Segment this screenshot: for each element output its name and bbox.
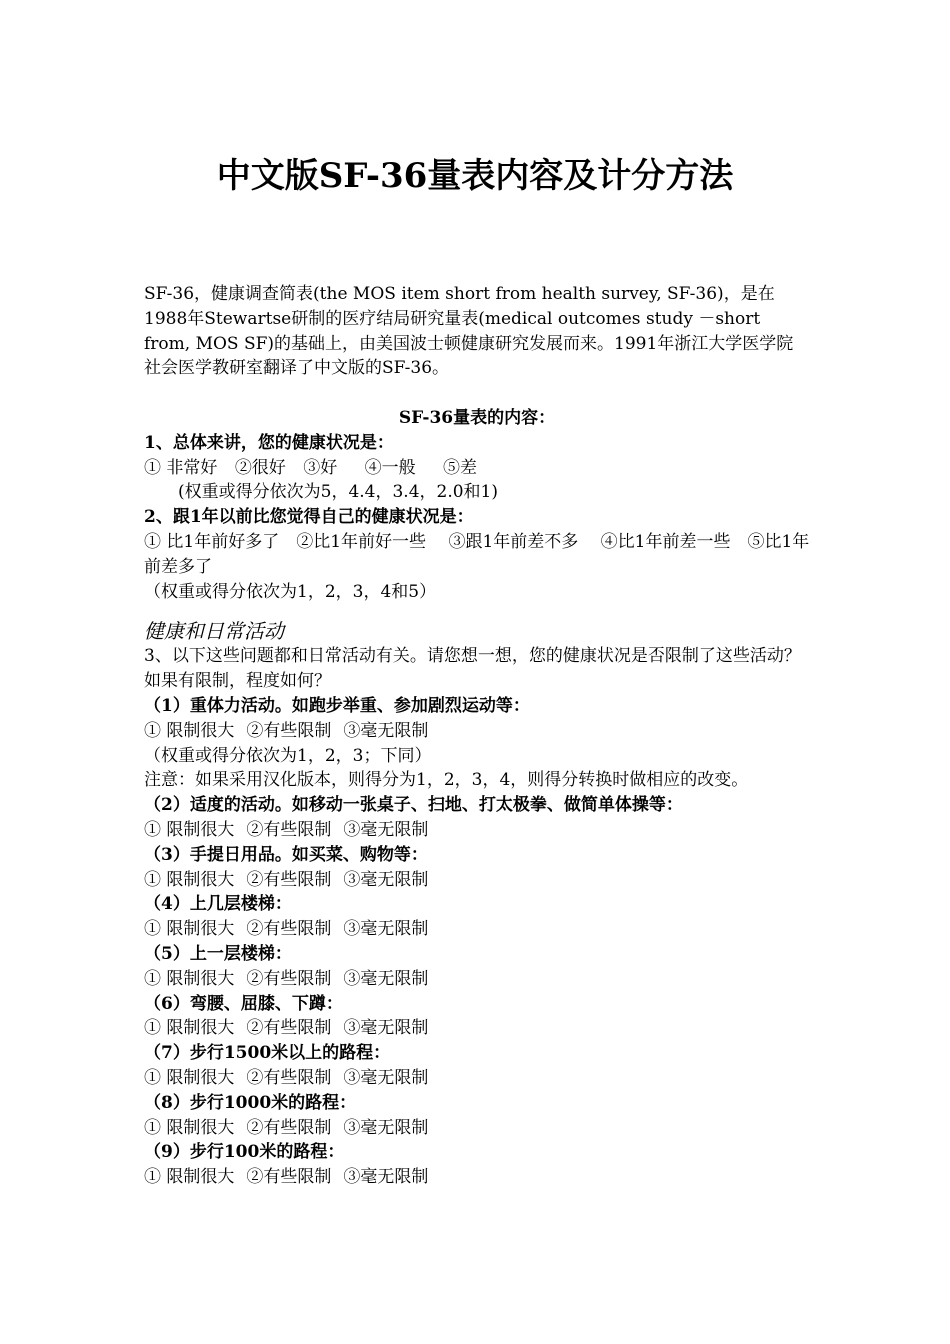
q3-item-2-options xyxy=(144,818,810,843)
q3-item-7: （7）步行1500米以上的路程： xyxy=(144,1043,391,1064)
q3-item-3: （3）手提日用品。如买菜、购物等： xyxy=(144,844,428,865)
question-2: 2、跟1年以前比您觉得自己的健康状况是： xyxy=(144,507,474,528)
limit-option-1: ① 限制很大 xyxy=(144,720,235,741)
limit-option-3: ③毫无限制 xyxy=(343,1067,429,1088)
intro-paragraph: SF-36，健康调查简表(the MOS item short from health survey, SF-36)，是在1988年Stewartse研制的医疗结局研究量表(medical outcomes study －short from, MOS SF)的基础上，由美国波士顿健康研究发展而来。1991年浙江大学医学院社会医学教研室翻译了中文版的SF-36。 xyxy=(144,284,794,379)
limit-option-2: ②有些限制 xyxy=(246,1067,332,1088)
limit-option-1: ① 限制很大 xyxy=(144,1018,235,1039)
q1-option-2: ②很好 xyxy=(234,457,286,478)
document-title: 中文版SF-36量表内容及计分方法 xyxy=(216,156,734,196)
limit-option-2: ②有些限制 xyxy=(246,1117,332,1138)
q1-option-1: ① 非常好 xyxy=(144,457,218,478)
limit-option-2: ②有些限制 xyxy=(246,1167,332,1188)
limit-option-3: ③毫无限制 xyxy=(343,720,429,741)
limit-option-1: ① 限制很大 xyxy=(144,869,235,890)
q3-item-5-options xyxy=(144,967,810,992)
limit-option-3: ③毫无限制 xyxy=(343,819,429,840)
question-1-options xyxy=(144,456,810,481)
limit-option-3: ③毫无限制 xyxy=(343,1117,429,1138)
limit-option-2: ②有些限制 xyxy=(246,869,332,890)
limit-option-1: ① 限制很大 xyxy=(144,968,235,989)
q3-item-8: （8）步行1000米的路程： xyxy=(144,1092,357,1113)
limit-option-3: ③毫无限制 xyxy=(343,1018,429,1039)
question-2-options: ① 比1年前好多了 ②比1年前好一些 ③跟1年前差不多 ④比1年前差一些 ⑤比1年前差多了 xyxy=(144,531,810,577)
q3-item-1: （1）重体力活动。如跑步举重、参加剧烈运动等： xyxy=(144,695,530,716)
q3-item-3-options xyxy=(144,868,810,893)
document-body xyxy=(144,282,810,1190)
limit-option-2: ②有些限制 xyxy=(246,819,332,840)
question-3-items xyxy=(144,694,810,1190)
question-1: 1、总体来讲，您的健康状况是： xyxy=(144,432,394,453)
limit-option-3: ③毫无限制 xyxy=(343,1167,429,1188)
question-2-weight-note: （权重或得分依次为1，2，3，4和5） xyxy=(144,581,437,602)
q3-item-4: （4）上几层楼梯： xyxy=(144,894,292,915)
limit-option-2: ②有些限制 xyxy=(246,720,332,741)
limit-option-1: ① 限制很大 xyxy=(144,819,235,840)
q1-option-3: ③好 xyxy=(303,457,338,478)
q3-item-4-options xyxy=(144,917,810,942)
content-heading: SF-36量表的内容： xyxy=(398,407,556,428)
question-1-weight-note: (权重或得分依次为5，4.4，3.4，2.0和1) xyxy=(178,482,499,503)
limit-option-1: ① 限制很大 xyxy=(144,1067,235,1088)
q3-item-9-options xyxy=(144,1165,810,1190)
q1-option-4: ④一般 xyxy=(364,457,416,478)
q3-item-8-options xyxy=(144,1116,810,1141)
q3-item-6: （6）弯腰、屈膝、下蹲： xyxy=(144,993,343,1014)
q1-option-5: ⑤差 xyxy=(443,457,478,478)
section-title: 健康和日常活动 xyxy=(144,619,284,644)
q3-item-1-options xyxy=(144,719,810,744)
question-3-intro: 3、以下这些问题都和日常活动有关。请您想一想，您的健康状况是否限制了这些活动？如果有限制，程度如何？ xyxy=(144,646,801,692)
limit-option-2: ②有些限制 xyxy=(246,919,332,940)
q3-item-7-options xyxy=(144,1066,810,1091)
q3-attention-note: 注意：如果采用汉化版本，则得分为1，2，3，4，则得分转换时做相应的改变。 xyxy=(144,770,749,791)
q3-weight-note: （权重或得分依次为1，2，3；下同） xyxy=(144,745,432,766)
q3-item-6-options xyxy=(144,1016,810,1041)
q3-item-5: （5）上一层楼梯： xyxy=(144,943,292,964)
limit-option-2: ②有些限制 xyxy=(246,968,332,989)
q3-item-2: （2）适度的活动。如移动一张桌子、扫地、打太极拳、做简单体操等： xyxy=(144,795,683,816)
limit-option-1: ① 限制很大 xyxy=(144,1167,235,1188)
limit-option-1: ① 限制很大 xyxy=(144,919,235,940)
limit-option-2: ②有些限制 xyxy=(246,1018,332,1039)
limit-option-1: ① 限制很大 xyxy=(144,1117,235,1138)
q3-item-9: （9）步行100米的路程： xyxy=(144,1142,345,1163)
limit-option-3: ③毫无限制 xyxy=(343,968,429,989)
limit-option-3: ③毫无限制 xyxy=(343,919,429,940)
limit-option-3: ③毫无限制 xyxy=(343,869,429,890)
